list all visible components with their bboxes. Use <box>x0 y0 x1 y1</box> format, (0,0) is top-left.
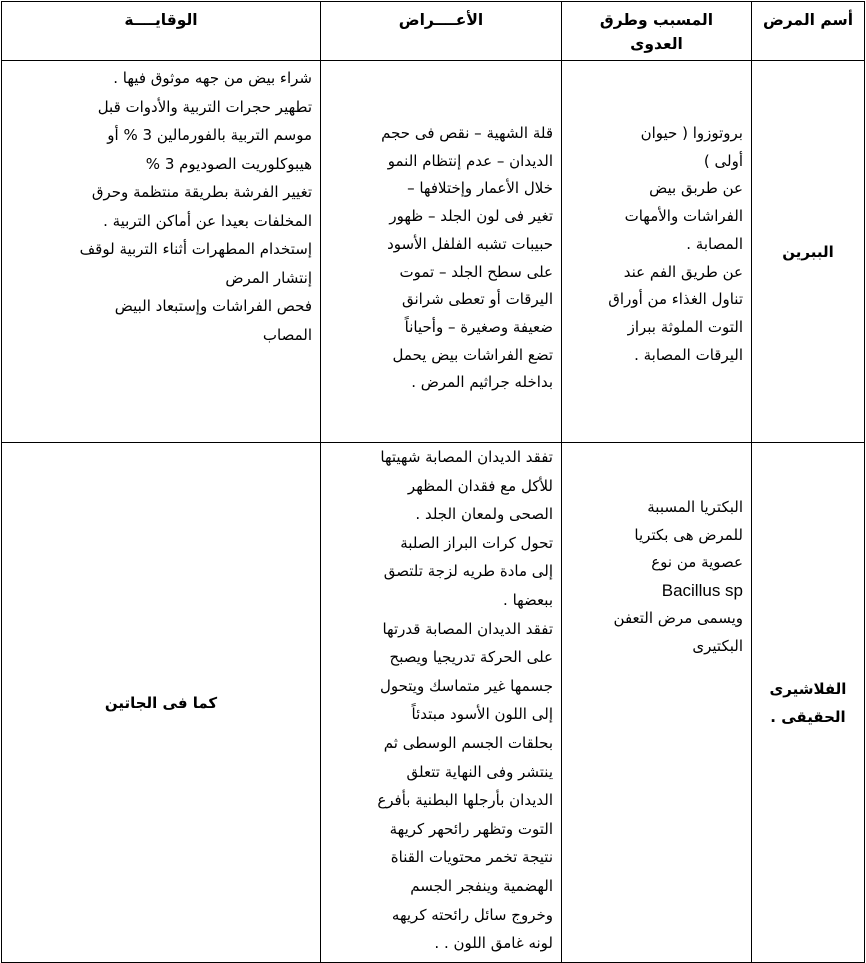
disease-name-cell: الفلاشيرى الحقيقى . <box>752 443 865 963</box>
header-symptoms: الأعــــراض <box>321 2 562 61</box>
symptoms-cell: قلة الشهية – نقص فى حجم الديدان – عدم إنتظام النمو خلال الأعمار وإختلافها – تغير فى لون الجلد – ظهور حبيبات تشبه الفلفل الأسود على سطح الجلد – تموت اليرقات أو تعطى شرانق ضعيفة وصغيرة – وأحياناً تضع الفراشات بيض يحمل بداخله جراثيم المرض . <box>321 61 562 443</box>
prevention-cell: كما فى الجاتين <box>2 443 321 963</box>
header-cause-transmission: المسبب وطرق العدوى <box>562 2 752 61</box>
table-row <box>2 61 865 443</box>
cause-cell: البكتريا المسببة للمرض هى بكتريا عصوية من نوع Bacillus sp ويسمى مرض التعفن البكتيرى <box>562 443 752 963</box>
cause-cell: بروتوزوا ( حيوان أولى ) عن طربق بيض الفراشات والأمهات المصابة . عن طريق الفم عند تناول الغذاء من أوراق التوت الملوثة ببراز اليرقات المصابة . <box>562 61 752 443</box>
header-disease-name: أسم المرض <box>752 2 865 61</box>
header-row <box>2 2 865 61</box>
symptoms-cell: تفقد الديدان المصابة شهيتها للأكل مع فقدان المظهر الصحى ولمعان الجلد . تحول كرات البراز الصلبة إلى مادة طريه لزجة تلتصق ببعضها . تفقد الديدان المصابة قدرتها على الحركة تدريجيا ويصبح جسمها غير متماسك ويتحول إلى اللون الأسود مبتدئاً بحلقات الجسم الوسطى ثم ينتشر وفى النهاية تتعلق الديدان بأرجلها البطنية بأفرع التوت وتظهر رائحهر كريهة نتيجة تخمر محتويات القناة الهضمية وينفجر الجسم وخروج سائل رائحته كريهه لونه غامق اللون . . <box>321 443 562 963</box>
diseases-table <box>1 1 865 963</box>
table-row <box>2 443 865 963</box>
prevention-cell: شراء بيض من جهه موثوق فيها . تطهير حجرات التربية والأدوات قبل موسم التربية بالفورمالين 3 % أو هيبوكلوريت الصوديوم 3 % تغيير الفرشة بطريقة منتظمة وحرق المخلفات بعيدا عن أماكن التربية . إستخدام المطهرات أثناء التربية لوقف إنتشار المرض فحص الفراشات وإستبعاد البيض المصاب <box>2 61 321 443</box>
disease-name-cell: الببرين <box>752 61 865 443</box>
header-prevention: الوقايــــة <box>2 2 321 61</box>
